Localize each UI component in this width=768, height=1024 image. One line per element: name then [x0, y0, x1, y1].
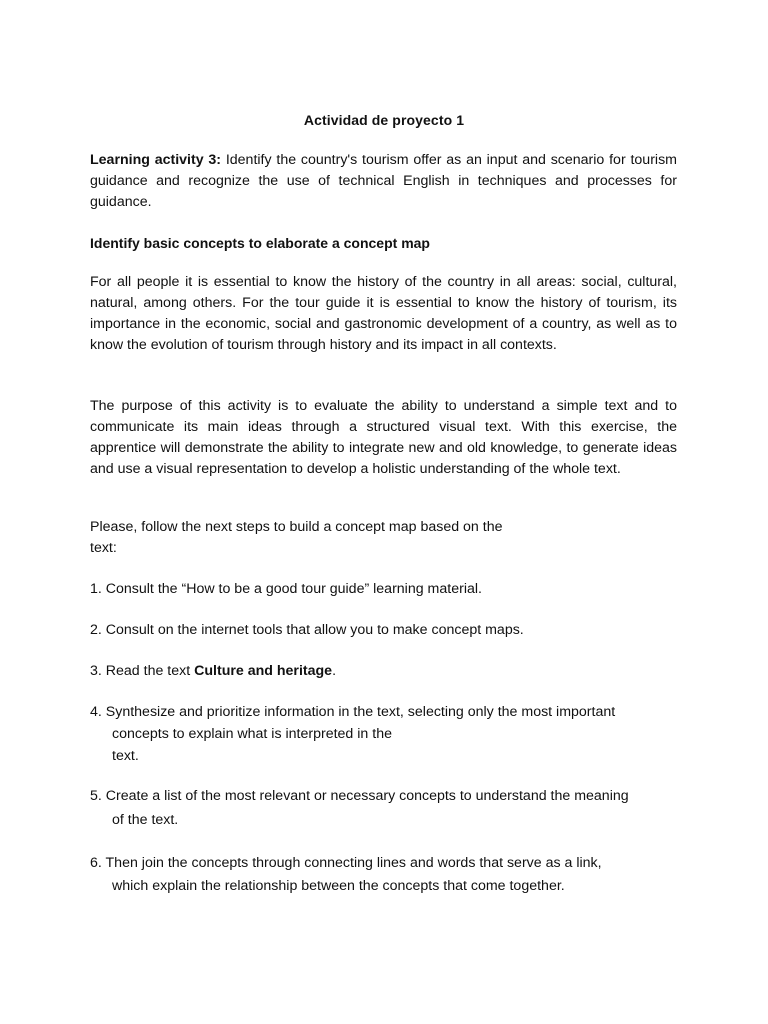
step-4-line: concepts to explain what is interpreted in the: [112, 726, 392, 742]
instructions-intro-line: Please, follow the next steps to build a concept map based on the: [90, 519, 503, 535]
learning-activity-label: Learning activity 3:: [90, 152, 222, 168]
instructions-intro: [90, 517, 677, 559]
step-5-line: 5. Create a list of the most relevant or necessary concepts to understand the meaning: [90, 788, 629, 804]
document-title: Actividad de proyecto 1: [303, 112, 465, 128]
instructions-intro-line: text:: [90, 540, 117, 556]
step-6-line: 6. Then join the concepts through connecting lines and words that serve as a link,: [90, 855, 602, 871]
step-3: [90, 660, 690, 682]
step-3-prefix: 3. Read the text: [90, 663, 195, 679]
step-3-suffix: .: [332, 663, 337, 679]
step-1: 1. Consult the “How to be a good tour guide” learning material.: [90, 581, 482, 597]
paragraph-purpose: The purpose of this activity is to evaluate the ability to understand a simple text and to communicate its main ideas through a structured visual text. With this exercise, the apprentice will demonstrate the ability to integrate new and old knowledge, to generate ideas and use a visual representation to develop a holistic understanding of the whole text.: [90, 398, 677, 477]
paragraph-history: For all people it is essential to know the history of the country in all areas: social, cultural, natural, among others. For the tour guide it is essential to know the history of tourism, its importance in the economic, social and gastronomic development of a country, as well as to know the evolution of tourism through history and its impact in all contexts.: [90, 274, 677, 353]
step-6-line: which explain the relationship between the concepts that come together.: [112, 878, 565, 894]
step-6: [90, 852, 690, 897]
step-4-line: text.: [112, 748, 139, 764]
step-3-text-title: Culture and heritage: [194, 663, 333, 679]
learning-activity-paragraph: [90, 150, 677, 213]
step-5: [90, 785, 690, 831]
step-4-line: 4. Synthesize and prioritize information in the text, selecting only the most important: [90, 704, 616, 720]
step-4: [90, 701, 690, 767]
step-2: 2. Consult on the internet tools that allow you to make concept maps.: [90, 622, 524, 638]
section-heading: Identify basic concepts to elaborate a concept map: [90, 235, 430, 251]
step-5-line: of the text.: [112, 812, 179, 828]
learning-activity-text: Identify the country's tourism offer as an input and scenario for tourism guidance and recognize the use of technical English in techniques and processes for guidance.: [90, 152, 677, 210]
